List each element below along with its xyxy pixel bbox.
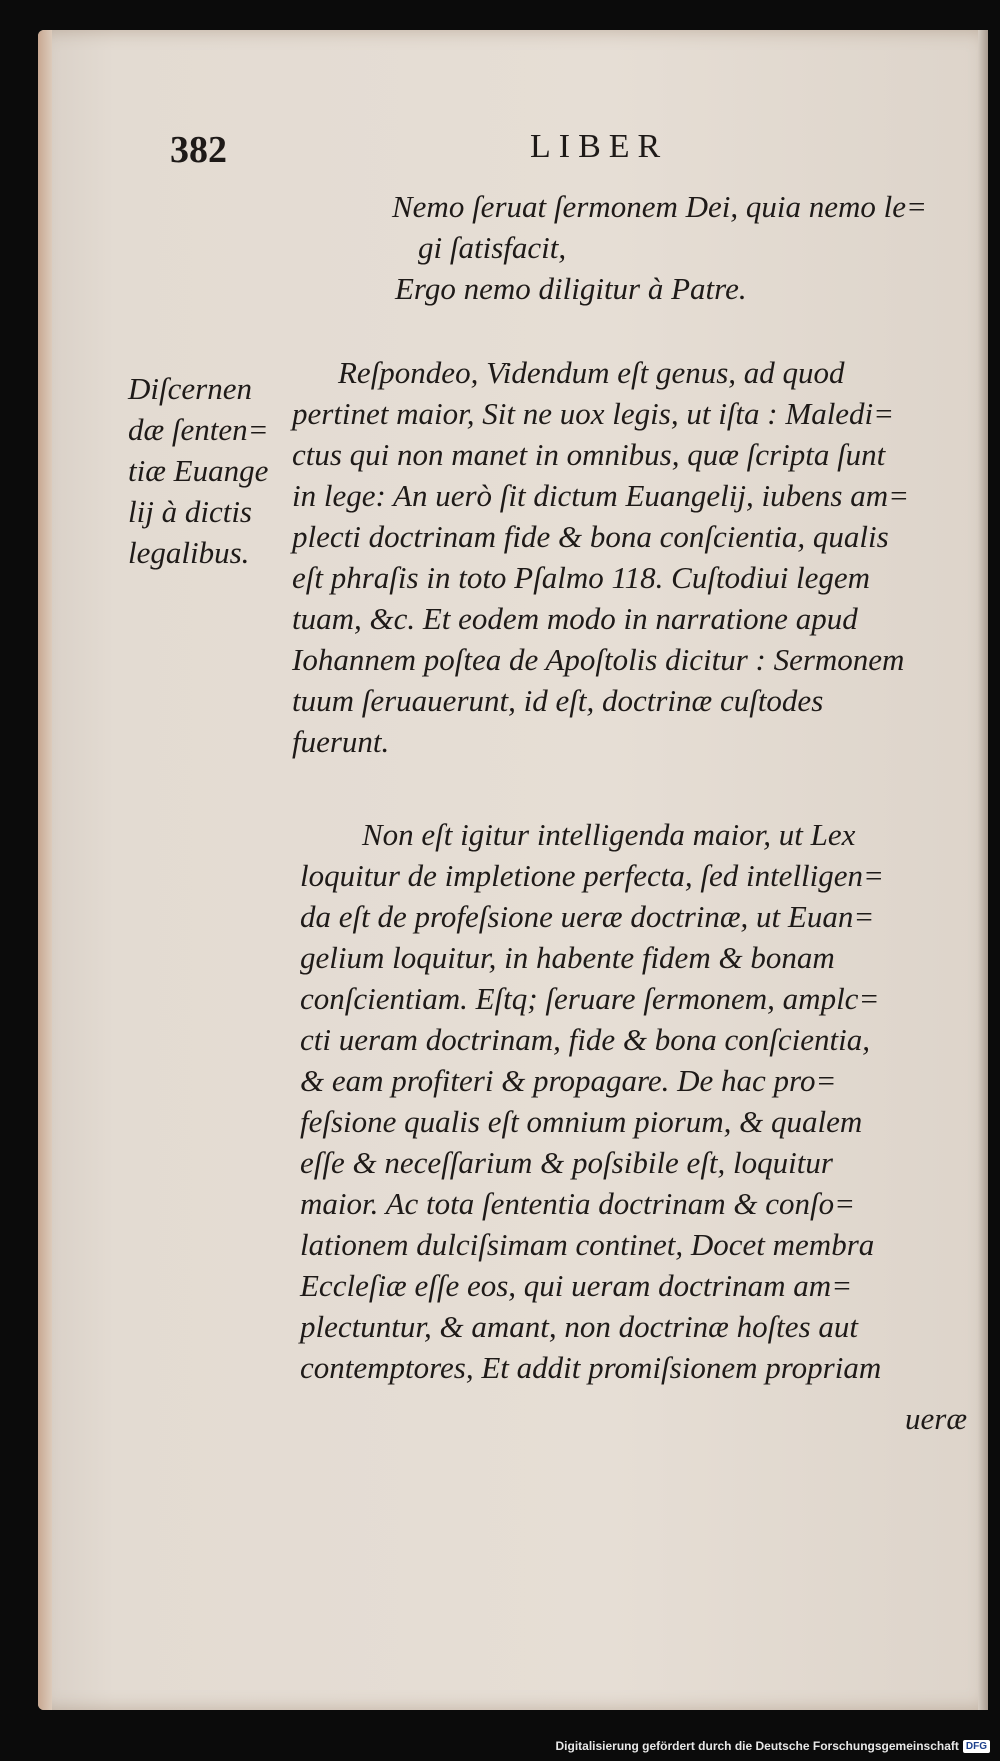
running-title: LIBER: [530, 128, 669, 165]
dfg-logo: DFG: [963, 1740, 990, 1753]
syllogism-line: gi ſatisfacit,: [418, 230, 567, 265]
page-right-edge: [978, 30, 988, 1710]
paragraph2-line: plectuntur, & amant, non doctrinæ hoſtes aut: [300, 1309, 858, 1344]
syllogism-line: Ergo nemo diligitur à Patre.: [395, 271, 747, 306]
paragraph1-line: pertinet maior, Sit ne uox legis, ut iſta : Maledi=: [292, 396, 895, 431]
paragraph2-line: conſcientiam. Eſtq; ſeruare ſermonem, amplc=: [300, 981, 880, 1016]
margin-note: [128, 368, 269, 573]
paragraph1-line: plecti doctrinam fide & bona conſcientia, qualis: [292, 519, 889, 554]
paragraph1-line: Reſpondeo, Videndum eſt genus, ad quod: [338, 355, 845, 390]
paragraph2-line: eſſe & neceſſarium & poſsibile eſt, loquitur: [300, 1145, 833, 1180]
paragraph1-line: in lege: An uerò ſit dictum Euangelij, iubens am=: [292, 478, 910, 513]
paragraph2-line: Eccleſiæ eſſe eos, qui ueram doctrinam am=: [300, 1268, 853, 1303]
paragraph2-line: feſsione qualis eſt omnium piorum, & qualem: [300, 1104, 863, 1139]
page-number: 382: [170, 129, 227, 171]
paragraph2-line: da eſt de profeſsione ueræ doctrinæ, ut Euan=: [300, 899, 875, 934]
paragraph2-line: loquitur de impletione perfecta, ſed intelligen=: [300, 858, 884, 893]
paragraph2-line: & eam profiteri & propagare. De hac pro=: [300, 1063, 837, 1098]
margin-note-line: lij à dictis: [128, 494, 252, 529]
margin-note-line: Diſcernen: [128, 371, 252, 406]
paragraph2-line: cti ueram doctrinam, fide & bona conſcientia,: [300, 1022, 870, 1057]
margin-note-line: dæ ſenten=: [128, 412, 269, 447]
paragraph1-line: fuerunt.: [292, 724, 390, 759]
paragraph1-line: tuum ſeruauerunt, id eſt, doctrinæ cuſtodes: [292, 683, 824, 718]
margin-note-line: tiæ Euange: [128, 453, 269, 488]
catchword: ueræ: [905, 1401, 967, 1436]
paragraph2-line: contemptores, Et addit promiſsionem propriam: [300, 1350, 882, 1385]
paragraph2-line: gelium loquitur, in habente fidem & bonam: [300, 940, 835, 975]
paragraph2-line: Non eſt igitur intelligenda maior, ut Lex: [362, 817, 856, 852]
paragraph2-line: lationem dulciſsimam continet, Docet membra: [300, 1227, 875, 1262]
credit-text: Digitalisierung gefördert durch die Deutsche Forschungsgemeinschaft: [555, 1739, 959, 1753]
syllogism-line: Nemo ſeruat ſermonem Dei, quia nemo le=: [392, 189, 927, 224]
margin-note-line: legalibus.: [128, 535, 250, 570]
page-left-edge: [38, 30, 52, 1710]
digitization-credit: [555, 1739, 990, 1753]
paragraph1-line: ctus qui non manet in omnibus, quæ ſcripta ſunt: [292, 437, 886, 472]
paragraph1-line: eſt phraſis in toto Pſalmo 118. Cuſtodiui legem: [292, 560, 871, 595]
paragraph1-line: Iohannem poſtea de Apoſtolis dicitur : Sermonem: [292, 642, 905, 677]
paragraph2-line: maior. Ac tota ſententia doctrinam & conſo=: [300, 1186, 856, 1221]
paragraph1-line: tuam, &c. Et eodem modo in narratione apud: [292, 601, 858, 636]
